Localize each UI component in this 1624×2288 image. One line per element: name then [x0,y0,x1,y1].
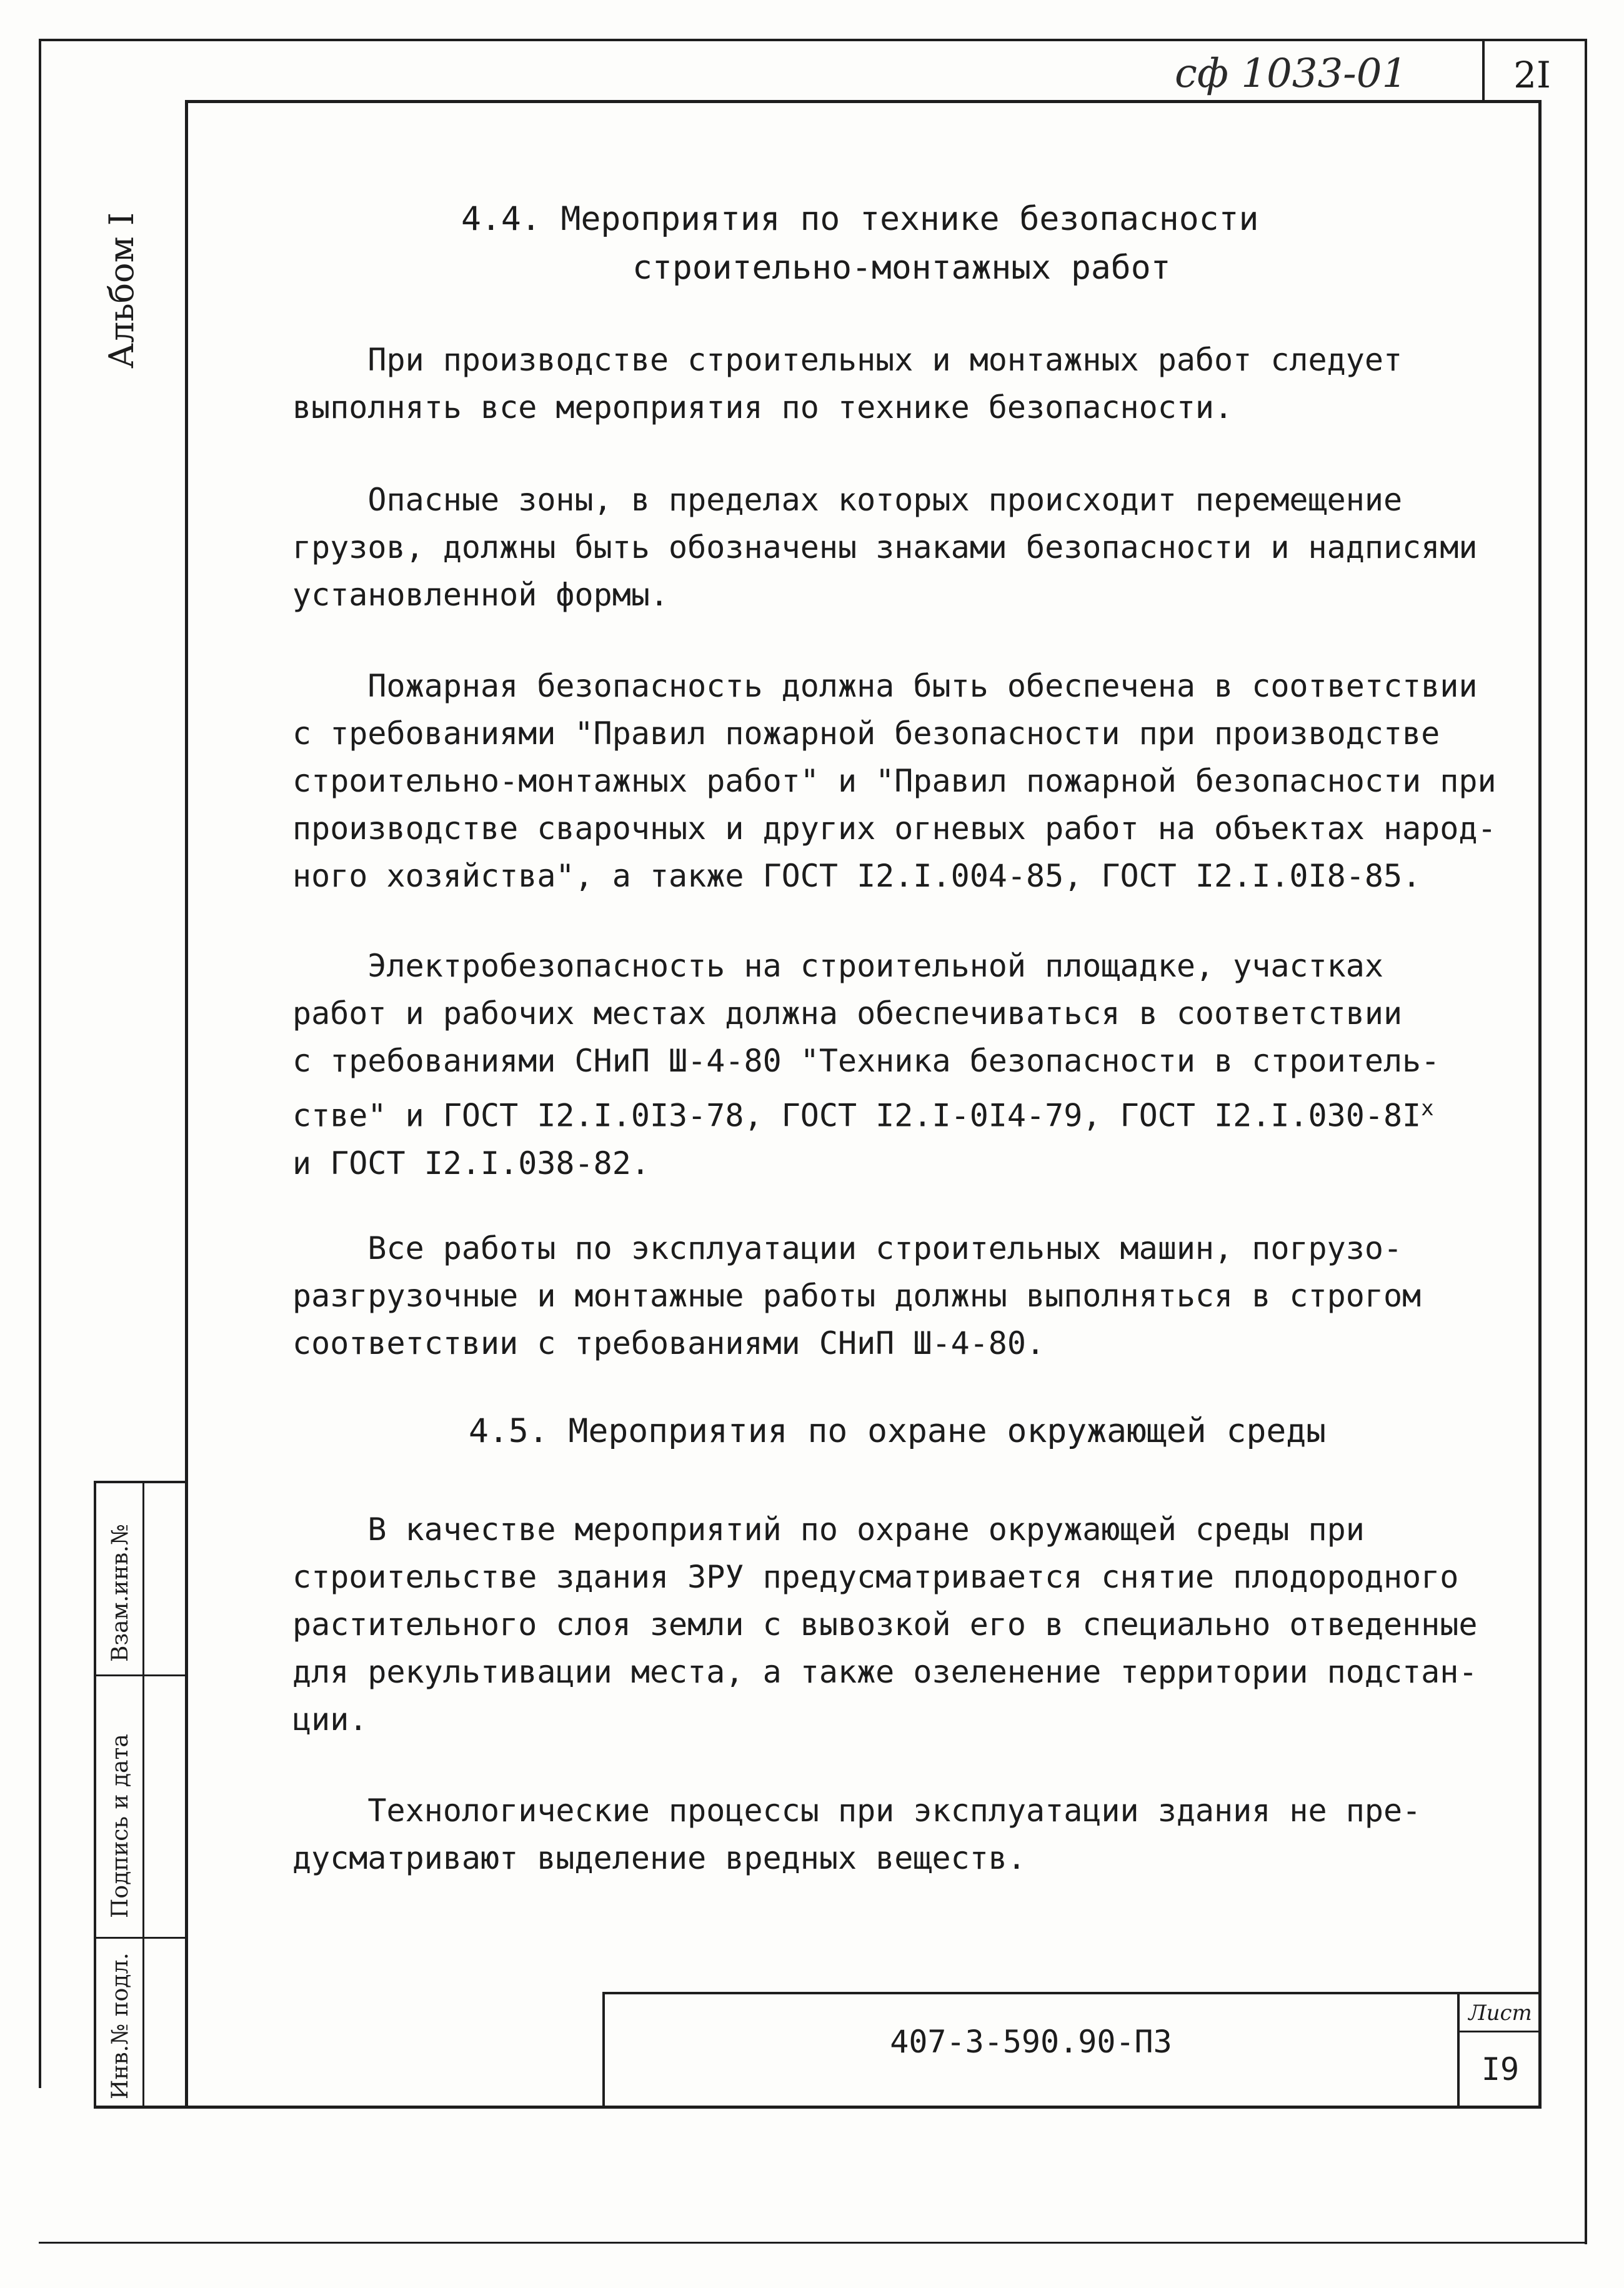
stamp-inv-podl: Инв.№ подл. [107,1952,133,2099]
section-4-4-heading-line1: 4.4. Мероприятия по технике безопасности [461,200,1259,238]
album-label: Альбом I [102,212,141,369]
paragraph-electrical-safety: Электробезопасность на строительной площадке, участках работ и рабочих местах должна обеспечиваться в соответствии с требованиями СНиП Ш-4-80 "Техника безопасности в строитель- стве" и ГОСТ I2.I.0I3-78, ГОСТ I2.I-0I4-79, ГОСТ $I2.I.030-8I^x$ и ГОСТ I2.I.038-82. [292,948,1440,1181]
stamp-div-2 [94,1937,187,1939]
document-designation: 407-3-590.90-ПЗ [890,2024,1172,2060]
paragraph-fire-safety: Пожарная безопасность должна быть обеспечена в соответствии с требованиями "Правил пожарной безопасности при производстве строительно-монтажных работ" и "Правил пожарной безопасности при производстве сварочных и других огневых работ на объектах народ- ного хозяйства", а также ГОСТ I2.I.004-85, ГОСТ I2.I.0I8-85. [292,668,1497,894]
title-block-top [602,1992,1541,1994]
electro-line-4: стве" и ГОСТ I2.I.0I3-78, ГОСТ I2.I-0I4-79, ГОСТ I2.I.030-8I [292,1097,1422,1134]
stamp-vzam-inv: Взам.инв.№ [107,1524,133,1662]
handwritten-archive-code: сф 1033-01 [1175,51,1408,97]
paragraph-machinery: Все работы по эксплуатации строительных машин, погрузо- разгрузочные и монтажные работы должны выполняться в строгом соответствии с требованиями СНиП Ш-4-80. [292,1230,1422,1361]
section-4-5-heading: 4.5. Мероприятия по охране окружающей среды [469,1412,1327,1450]
outer-frame-left [39,39,41,2088]
outer-frame-top [39,39,1586,41]
superscript-x: x [1421,1096,1434,1121]
stamp-col-mid [142,1481,144,2108]
paragraph-general-safety: При производстве строительных и монтажных работ следует выполнять все мероприятия по технике безопасности. [292,342,1403,425]
title-block-sheet-label-line [1457,2031,1541,2032]
stamp-podpis-data: Подпись и дата [107,1734,133,1918]
stamp-top [94,1481,187,1483]
sheet-label: Лист [1468,2001,1532,2026]
stamp-col-left [94,1481,96,2108]
stamp-div-1 [94,1674,187,1676]
outer-frame-right [1585,39,1587,2244]
section-4-4-heading-line2: строительно-монтажных работ [632,249,1171,287]
paragraph-environment: В качестве мероприятий по охране окружающей среды при строительстве здания ЗРУ предусматривается снятие плодородного растительного слоя земли с вывозкой его в специально отведенные для рекультивации места, а также озеленение территории подстан- ции. [292,1511,1478,1738]
inner-frame-right [1538,100,1542,2108]
inner-frame-left [185,100,188,2108]
outer-frame-bottom [39,2242,1587,2244]
sheet-number: I9 [1481,2051,1520,2087]
inner-frame-bottom [94,2106,1542,2109]
top-sheet-number: 2I [1513,54,1551,96]
paragraph-technology: Технологические процессы при эксплуатации здания не пре- дусматривают выделение вредных веществ. [292,1793,1422,1876]
top-box-left [1482,39,1485,101]
paragraph-danger-zones: Опасные зоны, в пределах которых происходит перемещение грузов, должны быть обозначены знаками безопасности и надписями установленной формы. [292,482,1478,613]
